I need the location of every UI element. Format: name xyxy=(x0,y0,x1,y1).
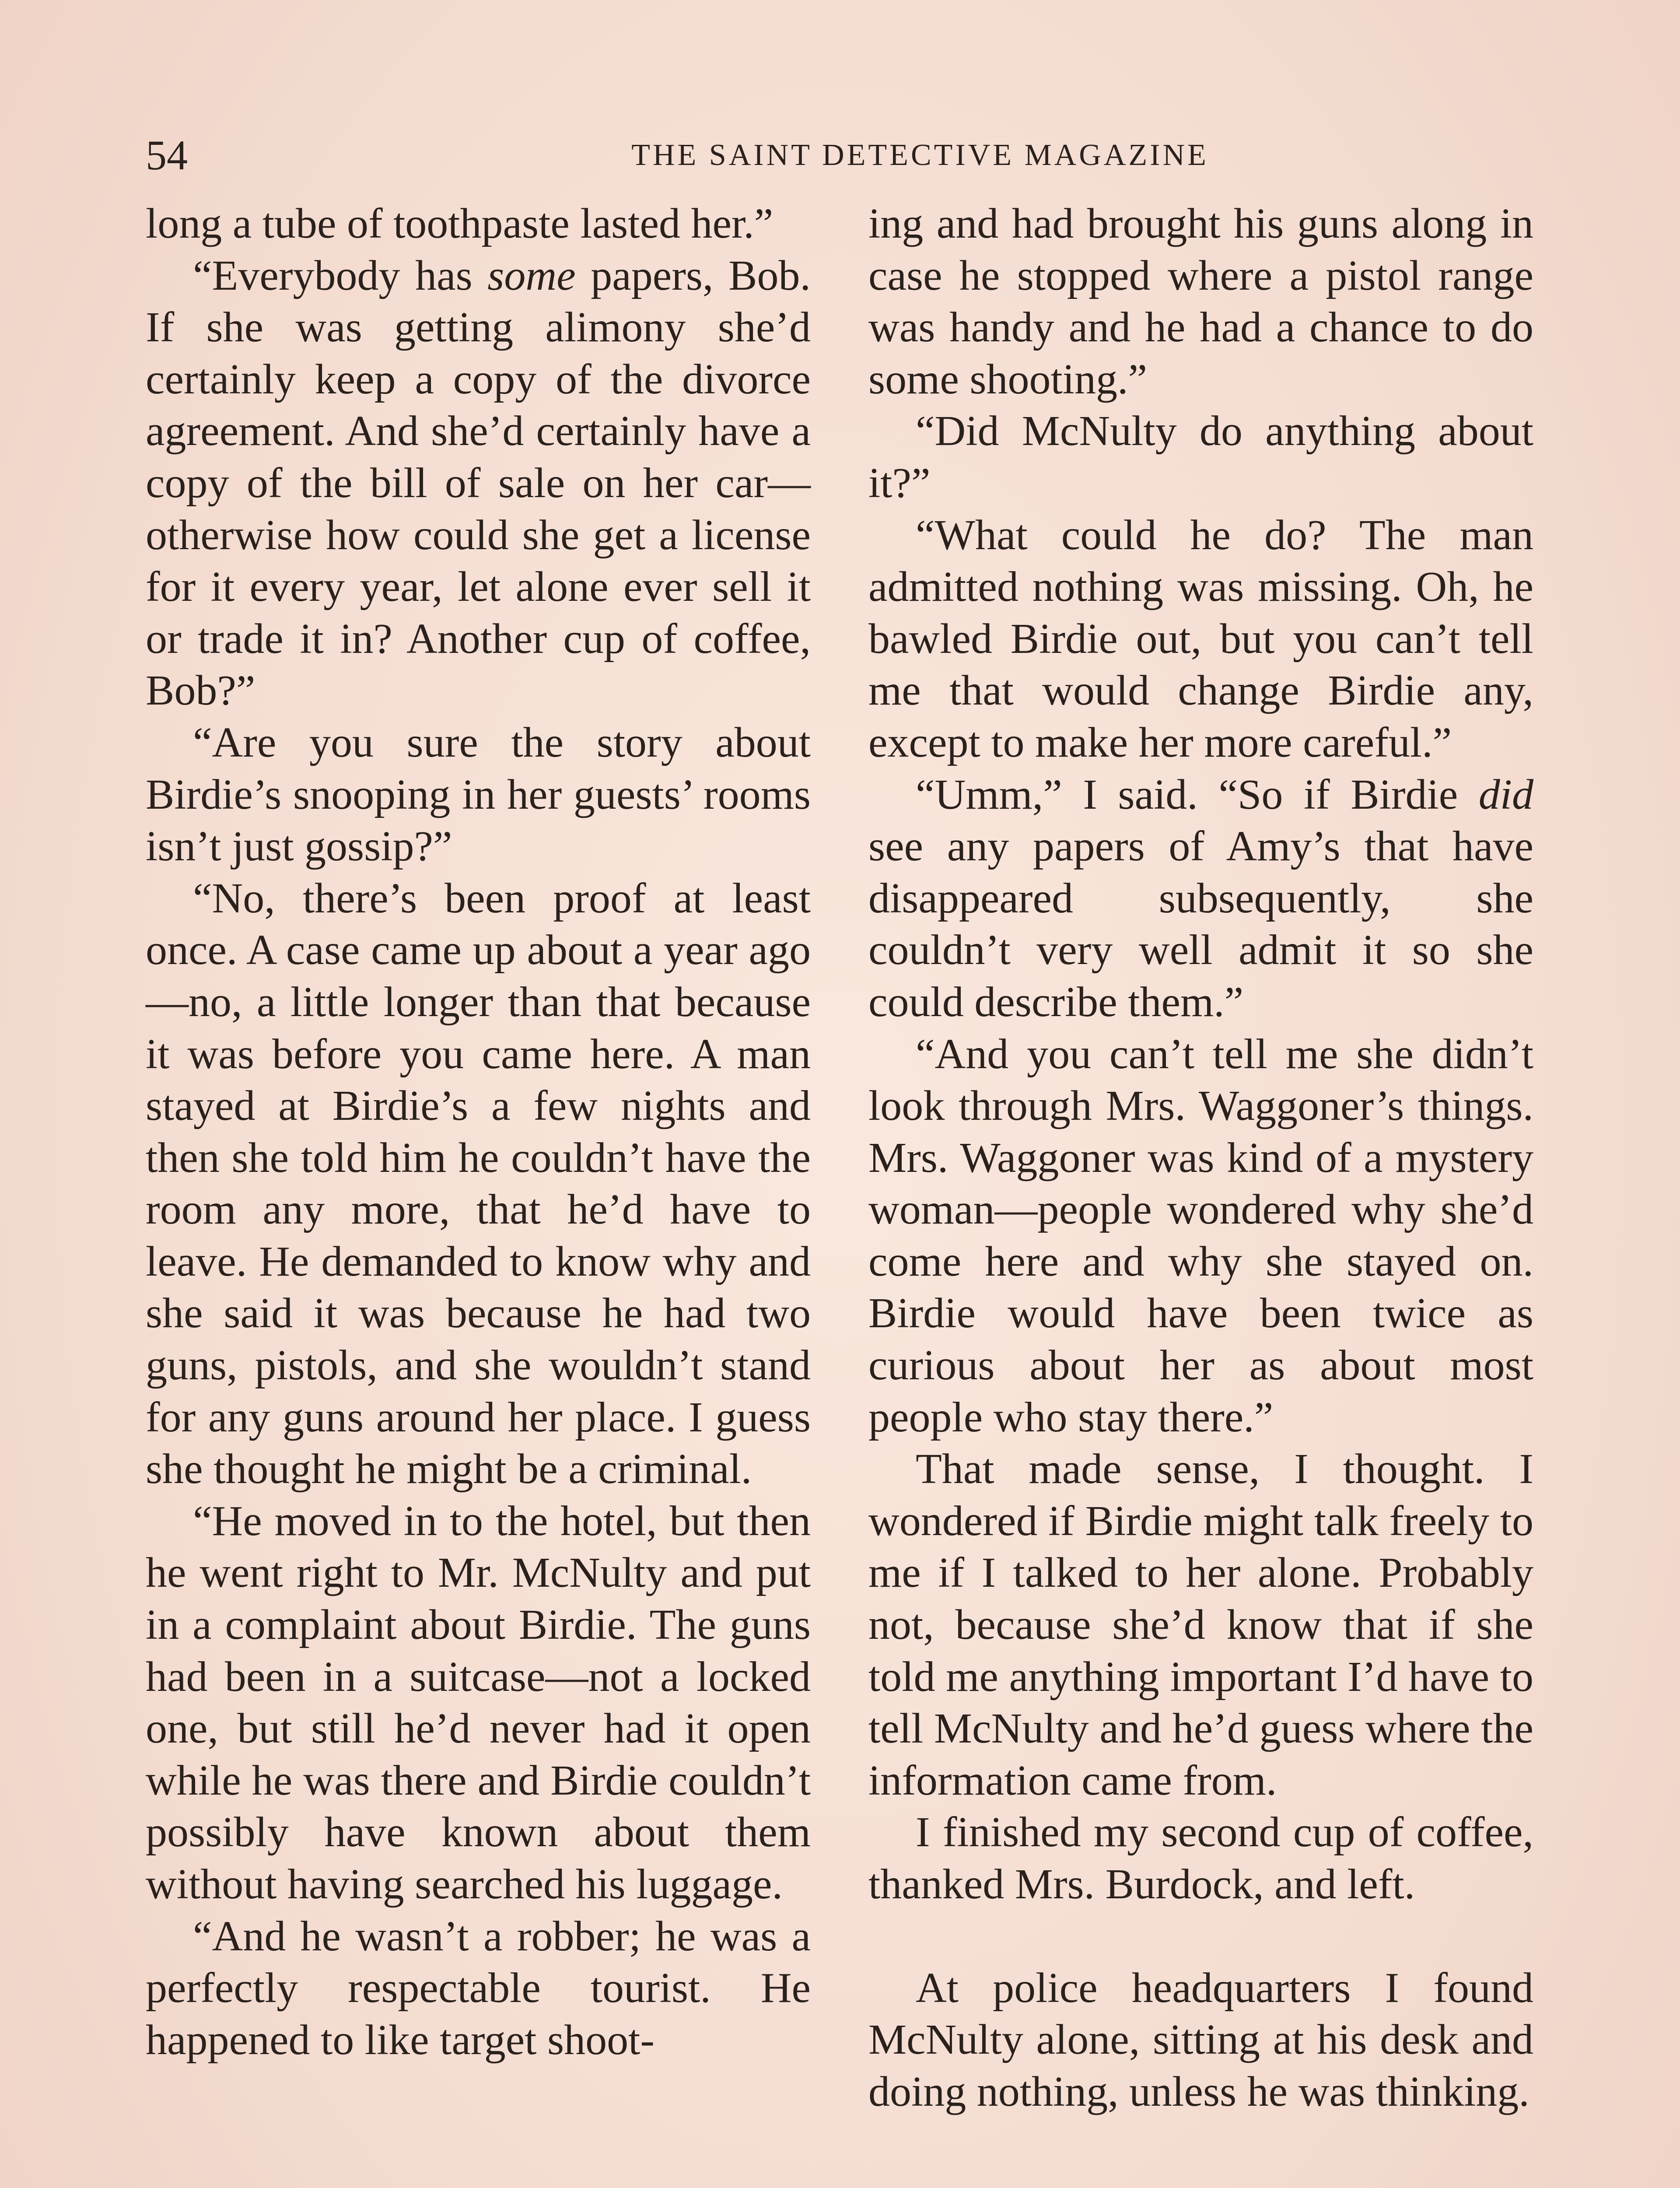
paragraph: ing and had brought his guns along in case he stopped where a pistol range was handy and he had a chance to do some shooting.” xyxy=(868,200,1533,403)
paragraph: long a tube of toothpaste lasted her.” xyxy=(146,200,774,247)
paragraph: “No, there’s been proof at least once. A case came up about a year ago—no, a little longer than that because it was before you came here. A man stayed at Birdie’s a few nights and then she told him he couldn’t have the room any more, that he’d have to leave. He demanded to know why and she said it was because he had two guns, pistols, and she wouldn’t stand for any guns around her place. I guess she thought he might be a criminal. xyxy=(146,874,811,1493)
paragraph: “And he wasn’t a robber; he was a perfectly respectable tourist. He happened to like target shoot- xyxy=(146,1912,811,2064)
paragraph: I finished my second cup of coffee, thanked Mrs. Burdock, and left. xyxy=(868,1809,1533,1908)
emphasis: did xyxy=(1478,771,1533,818)
text-run: “Everybody has xyxy=(193,252,488,299)
left-column xyxy=(146,198,811,2066)
paragraph xyxy=(146,250,811,717)
paragraph: “What could he do? The man admitted nothing was missing. Oh, he bawled Birdie out, but you can’t tell me that would change Birdie any, except to make her more careful.” xyxy=(868,511,1533,766)
paragraph: At police headquarters I found McNulty alone, sitting at his desk and doing nothing, unless he was thinking. xyxy=(868,1964,1533,2115)
paragraph: “And you can’t tell me she didn’t look through Mrs. Waggoner’s things. Mrs. Waggoner was kind of a mystery woman—people wondered why she’d come here and why she stayed on. Birdie would have been twice as curious about her as about most people who stay there.” xyxy=(868,1030,1533,1441)
paragraph: “He moved in to the hotel, but then he went right to Mr. McNulty and put in a complaint about Birdie. The guns had been in a suitcase—not a locked one, but still he’d never had it open while he was there and Birdie couldn’t possibly have known about them without having searched his luggage. xyxy=(146,1497,811,1908)
right-column xyxy=(868,198,1533,2118)
text-run: papers, Bob. If she was getting alimony she’d certainly keep a copy of the divorce agreement. And she’d certainly have a copy of the bill of sale on her car—otherwise how could she get a license for it every year, let alone ever sell it or trade it in? Another cup of coffee, Bob?” xyxy=(146,252,811,715)
emphasis: some xyxy=(487,252,576,299)
paragraph: “Are you sure the story about Birdie’s snooping in her guests’ rooms isn’t just gossip?” xyxy=(146,719,811,870)
text-run: “Umm,” I said. “So if Birdie xyxy=(916,771,1479,818)
paragraph: “Did McNulty do anything about it?” xyxy=(868,407,1533,507)
running-head: THE SAINT DETECTIVE MAGAZINE xyxy=(631,138,1209,172)
paragraph xyxy=(868,769,1533,1028)
page-header xyxy=(146,131,1537,179)
page-number: 54 xyxy=(146,132,188,179)
text-run: see any papers of Amy’s that have disappeared subsequently, she couldn’t very well admit it so she could describe them.” xyxy=(868,823,1533,1026)
paragraph: That made sense, I thought. I wondered if Birdie might talk freely to me if I talked to her alone. Probably not, because she’d know that if she told me anything important I’d have to tell McNulty and he’d guess where the information came from. xyxy=(868,1445,1533,1804)
